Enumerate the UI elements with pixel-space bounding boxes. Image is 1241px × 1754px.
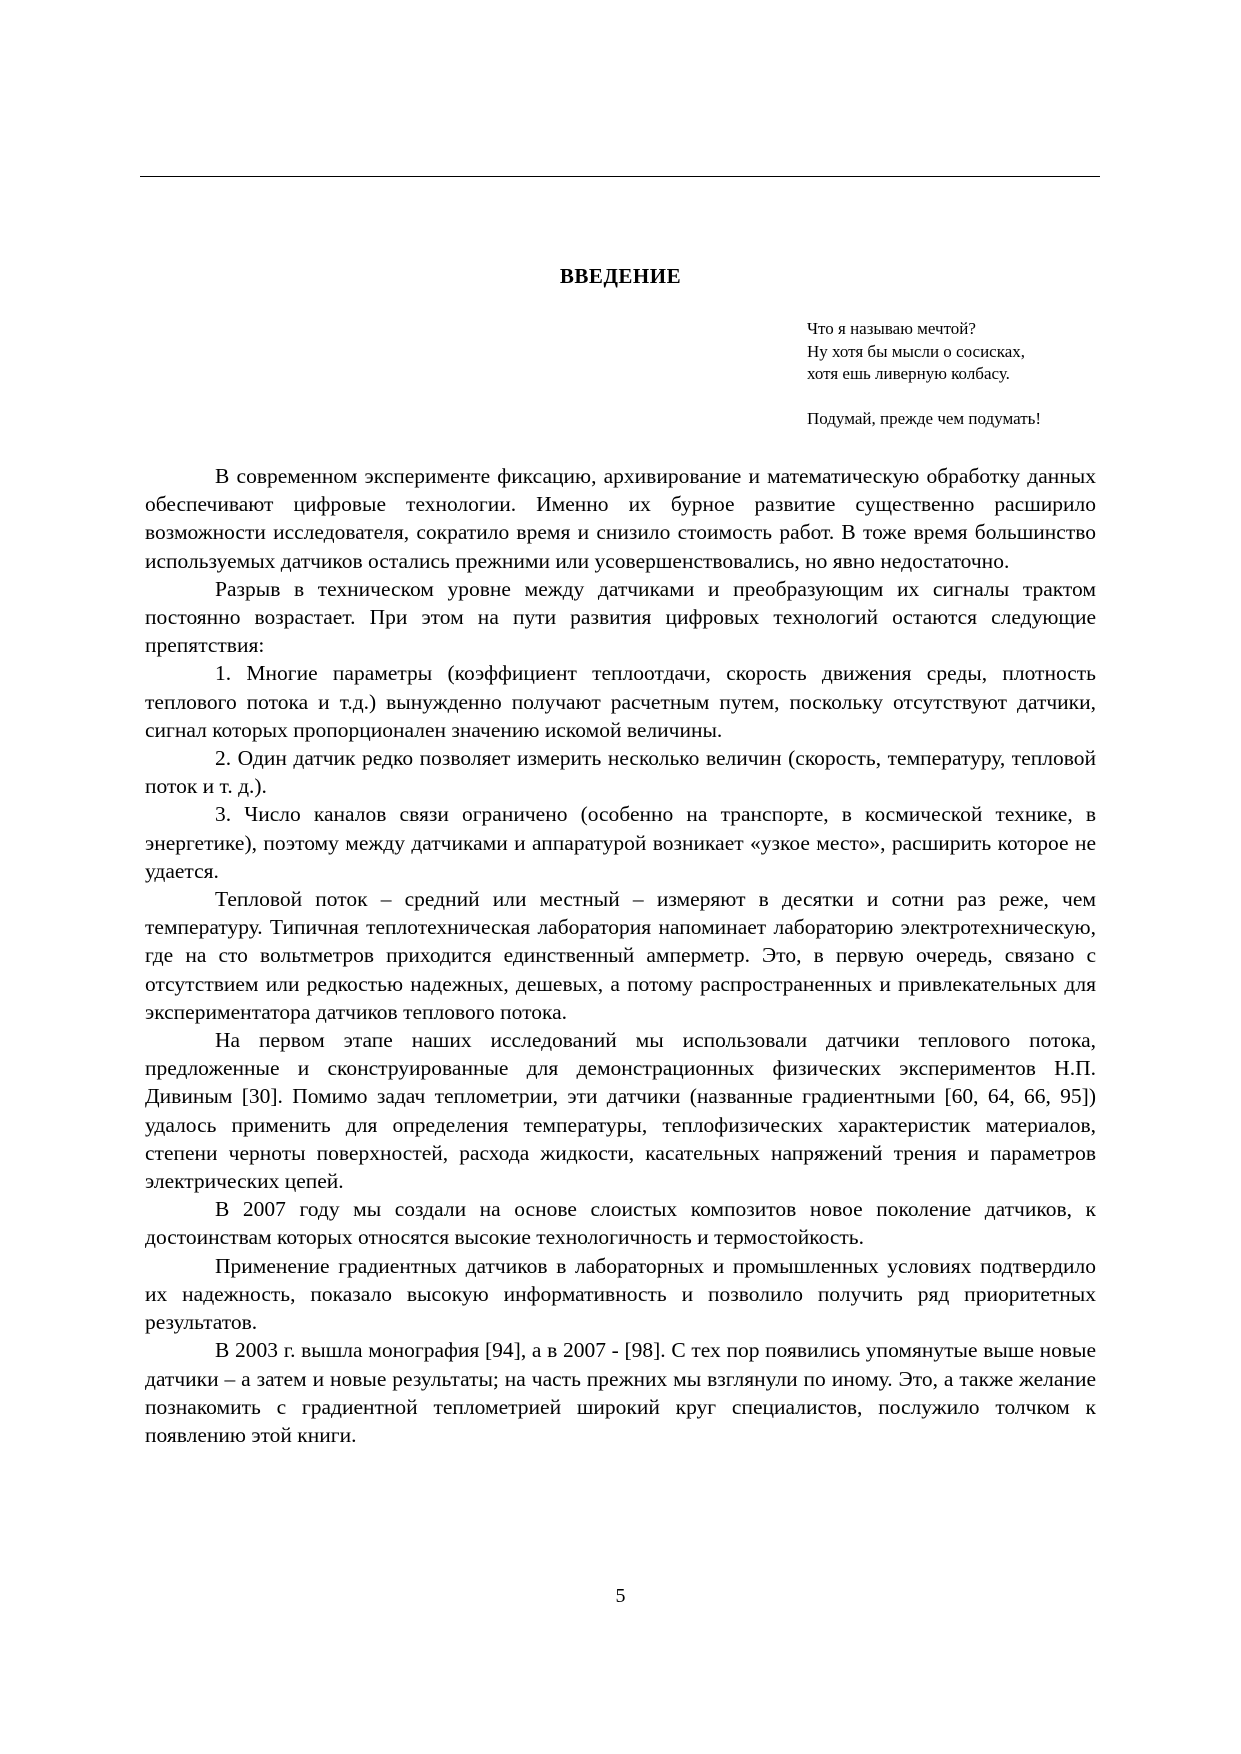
- epigraph-line: Что я называю мечтой?: [807, 319, 976, 338]
- page-title: ВВЕДЕНИЕ: [559, 264, 682, 288]
- epigraph-line: хотя ешь ливерную колбасу.: [807, 364, 1010, 383]
- list-item: 3. Число каналов связи ограничено (особенно на транспорте, в космической технике, в энергетике), поэтому между датчиками и аппаратурой возникает «узкое место», расширить которое не удается.: [145, 802, 1096, 883]
- list-item: 1. Многие параметры (коэффициент теплоотдачи, скорость движения среды, плотность теплового потока и т.д.) вынужденно получают расчетным путем, поскольку отсутствуют датчики, сигнал которых пропорционален значению искомой величины.: [145, 661, 1096, 742]
- paragraph: Применение градиентных датчиков в лабораторных и промышленных условиях подтвердило их надежность, показало высокую информативность и позволило получить ряд приоритетных результатов.: [145, 1253, 1096, 1335]
- list-item: 2. Один датчик редко позволяет измерить несколько величин (скорость, температуру, тепловой поток и т. д.).: [145, 746, 1096, 799]
- epigraph-spacer: [807, 386, 1107, 408]
- paragraph: В 2007 году мы создали на основе слоистых композитов новое поколение датчиков, к достоинствам которых относятся высокие технологичность и термостойкость.: [145, 1197, 1096, 1250]
- paragraph: В современном эксперименте фиксацию, архивирование и математическую обработку данных обеспечивают цифровые технологии. Именно их бурное развитие существенно расширило возможности исследователя, сократило время и снизило стоимость работ. В тоже время большинство используемых датчиков остались прежними или усовершенствовались, но явно недостаточно.: [145, 464, 1096, 573]
- paragraph: Разрыв в техническом уровне между датчиками и преобразующим их сигналы трактом постоянно возрастает. При этом на пути развития цифровых технологий остаются следующие препятствия:: [145, 576, 1096, 658]
- page-number: 5: [615, 1585, 626, 1607]
- epigraph-closing: Подумай, прежде чем подумать!: [807, 408, 1042, 428]
- body-text: [145, 462, 1096, 1449]
- paragraph: На первом этапе наших исследований мы использовали датчики теплового потока, предложенные и сконструированные для демонстрационных физических экспериментов Н.П. Дивиным [30]. Помимо задач теплометрии, эти датчики (названные градиентными [60, 64, 66, 95]) удалось применить для определения температуры, теплофизических характеристик материалов, степени черноты поверхностей, расхода жидкости, касательных напряжений трения и параметров электрических цепей.: [145, 1028, 1096, 1194]
- header-rule: [140, 176, 1100, 177]
- epigraph: [807, 318, 1107, 430]
- paragraph: В 2003 г. вышла монография [94], а в 2007 - [98]. С тех пор появились упомянутые выше новые датчики – а затем и новые результаты; на часть прежних мы взглянули по иному. Это, а также желание познакомить с градиентной теплометрией широкий круг специалистов, послужило толчком к появлению этой книги.: [145, 1338, 1096, 1447]
- paragraph: Тепловой поток – средний или местный – измеряют в десятки и сотни раз реже, чем температуру. Типичная теплотехническая лаборатория напоминает лабораторию электротехническую, где на сто вольтметров приходится единственный амперметр. Это, в первую очередь, связано с отсутствием или редкостью надежных, дешевых, а потому распространенных и привлекательных для экспериментатора датчиков теплового потока.: [145, 887, 1096, 1024]
- epigraph-line: Ну хотя бы мысли о сосисках,: [807, 341, 1026, 361]
